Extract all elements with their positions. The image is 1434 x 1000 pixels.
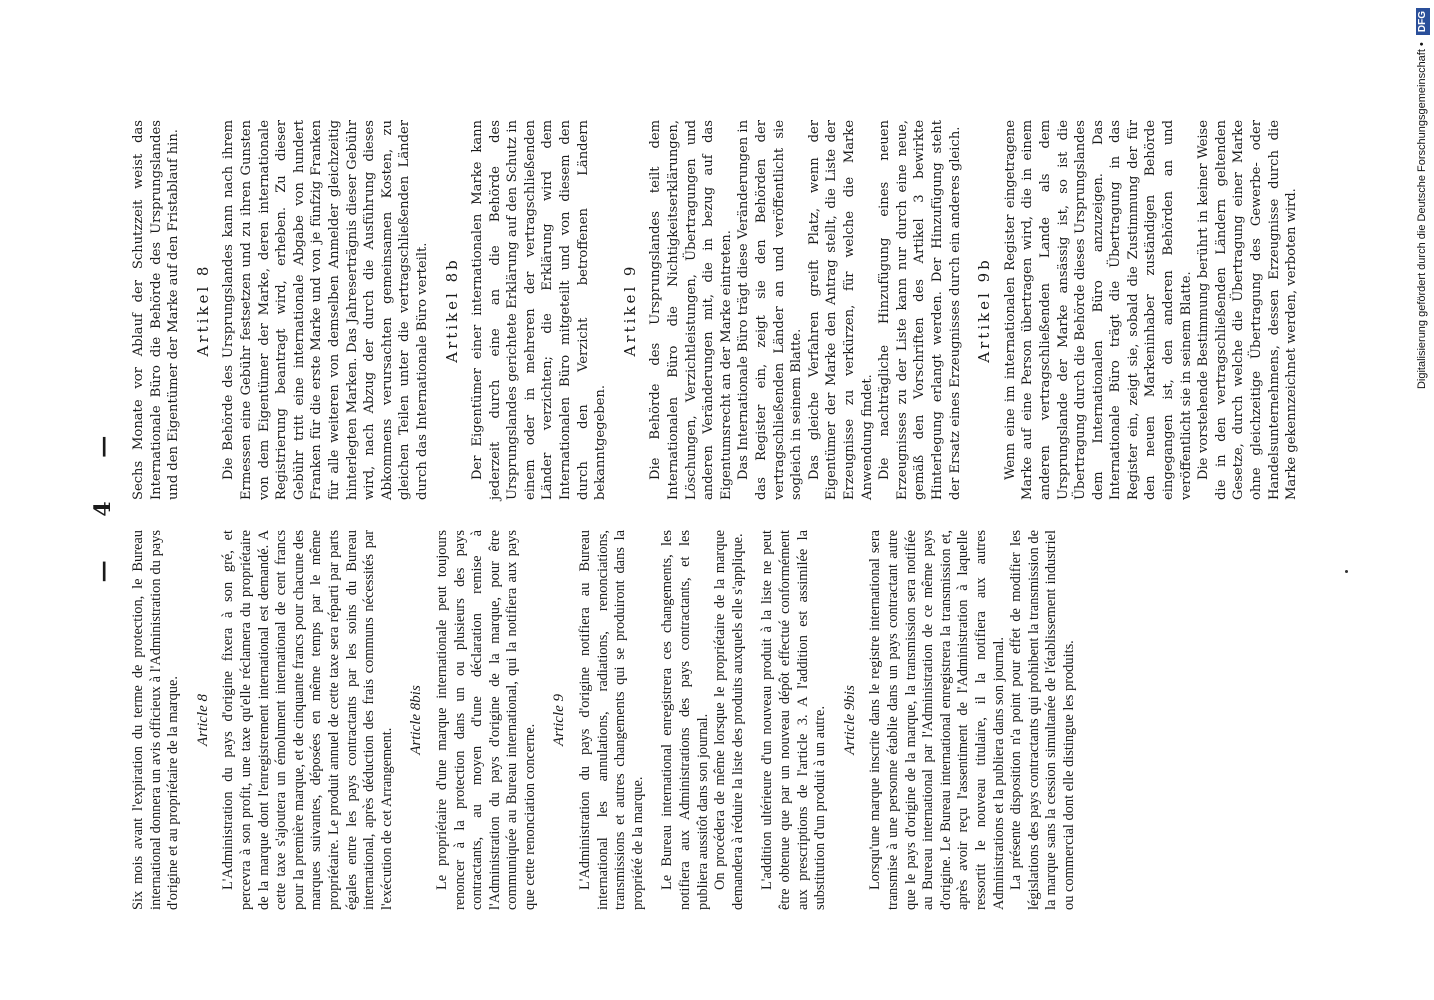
fr-article-8-paragraph: L'Administration du pays d'origine fixera à son gré, et percevra à son profit, une taxe qu'elle réclamera du propriétaire de la marque dont l'enregistrement international est demandé. A cette taxe s'ajoutera un émolument international de cent francs pour la première marque, et de cinquante francs pour chacune des marques suivantes, déposées en même temps par le même propriétaire. Le produit annuel de cette taxe sera réparti par parts égales entre les pays contractants par les soins du Bureau international, après déduction des frais communs nécessités par l'exécution de cet Arrangement. [220,530,395,910]
de-artikel-8b-heading: Artikel 8b [442,257,461,363]
fr-article-9bis-paragraph-1: Lorsqu'une marque inscrite dans le registre international sera transmise à une personne établie dans un pays contractant autre que le pays d'origine de la marque, la transmission sera notifiée au Bureau international par l'Administration de ce même pays d'origine. Le Bureau international enregistrera la transmission et, après avoir reçu l'assentiment de l'Administration à laquelle ressortit le nouveau titulaire, il la notifiera aux autres Administrations et la publiera dans son journal. [867,530,1007,910]
fr-article-8bis-paragraph: Le propriétaire d'une marque internationale peut toujours renoncer à la protection dans un ou plusieurs des pays contractants, au moyen d'une déclaration remise à l'Administration du pays d'origine de la marque, pour être communiquée au Bureau international, qui la notifiera aux pays que cette renonciation concerne. [433,530,538,910]
french-column [130,530,1260,910]
de-artikel-9-heading: Artikel 9 [620,263,639,357]
digitization-sidebar [1414,8,1430,992]
de-artikel-8b-paragraph: Der Eigentümer einer internationalen Marke kann jederzeit durch eine an die Behörde des Ursprungslandes gerichtete Erklärung auf den Schutz in einem oder in mehreren der vertragschließenden Länder verzichten; die Erklärung wird dem Internationalen Büro mitgeteilt und von diesem den durch den Verzicht betroffenen Ländern bekanntgegeben. [470,120,609,500]
fr-article-8-heading: Article 8 [194,693,211,747]
fr-article-9bis-heading: Article 9bis [841,685,858,755]
fr-article-9-paragraph-3: On procédera de même lorsque le propriétaire de la marque demandera à réduire la liste des produits auxquels elle s'applique. [712,530,746,910]
fr-article-9bis-paragraph-2: La présente disposition n'a point pour effet de modifier les législations des pays contractants qui prohibent la transmission de la marque sans la cession simultanée de l'établissement industriel ou commercial dont elle distingue les produits. [1008,530,1077,910]
fr-article-9-paragraph-2: Le Bureau international enregistrera ces changements, les notifiera aux Administrations des pays contractants, et les publiera aussitôt dans son journal. [659,530,711,910]
de-artikel-9-paragraph-4: Die nachträgliche Hinzufügung eines neuen Erzeugnisses zu der Liste kann nur durch eine neue, gemäß den Vorschriften des Artikel 3 bewirkte Hinterlegung erlangt werden. Der Hinzufügung steht der Ersatz eines Erzeugnisses durch ein anderes gleich. [877,120,963,500]
page-number: — 4 — [90,417,116,583]
de-artikel-9-paragraph-2: Das Internationale Büro trägt diese Veränderungen in das Register ein, zeigt sie den Behörden der vertragschließenden Länder an und veröffentlicht sie sogleich in seinem Blatte. [736,120,805,500]
de-artikel-8-paragraph: Die Behörde des Ursprungslandes kann nach ihrem Ermessen eine Gebühr festsetzen und zu ihren Gunsten von dem Eigentümer der Marke, deren internationale Registrierung beantragt wird, erheben. Zu dieser Gebühr tritt eine internationale Abgabe von hundert Franken für die erste Marke und von je fünfzig Franken für alle weiteren von demselben Anmelder gleichzeitig hinterlegten Marken. Das Jahreserträgnis dieser Gebühr wird, nach Abzug der durch die Ausführung dieses Abkommens verursachten gemeinsamen Kosten, zu gleichen Teilen unter die vertragschließenden Länder durch das Internationale Büro verteilt. [221,120,430,500]
de-artikel-9b-paragraph-2: Die vorstehende Bestimmung berührt in keiner Weise die in den vertragschließenden Ländern geltenden Gesetze, durch welche die Übertragung einer Marke ohne gleichzeitige Übertragung des Gewerbe- oder Handelsunternehmens, dessen Erzeugnisse durch die Marke gekennzeichnet werden, verboten wird. [1196,120,1300,500]
de-artikel-9-paragraph-3: Das gleiche Verfahren greift Platz, wenn der Eigentümer der Marke den Antrag stellt, die Liste der Erzeugnisse zu verkürzen, für welche die Marke Anwendung findet. [806,120,875,500]
de-intro-paragraph: Sechs Monate vor Ablauf der Schutzzeit weist das Internationale Büro die Behörde des Ursprungslandes und den Eigentümer der Marke auf den Fristablauf hin. [131,120,182,500]
fr-article-9-paragraph-4: L'addition ultérieure d'un nouveau produit à la liste ne peut être obtenue que par un nouveau dépôt effectué conformément aux prescriptions de l'article 3. A l'addition est assimilée la substitution d'un produit à un autre. [759,530,829,910]
de-artikel-9b-heading: Artikel 9b [975,257,994,363]
digitization-note: Digitalisierung gefördert durch die Deutsche Forschungsgemeinschaft • [1416,42,1428,390]
fr-article-9-paragraph-1: L'Administration du pays d'origine notifiera au Bureau international les annulations, radiations, renonciations, transmissions et autres changements qui se produiront dans la propriété de la marque. [577,530,646,910]
dfg-logo: DFG [1416,8,1430,35]
fr-intro-paragraph: Six mois avant l'expiration du terme de protection, le Bureau international donnera un avis officieux à l'Administration du pays d'origine et au propriétaire de la marque. [130,530,182,910]
german-column [130,120,1300,500]
de-artikel-9-paragraph-1: Die Behörde des Ursprungslandes teilt dem Internationalen Büro die Nichtigkeitserklärungen, Löschungen, Verzichtleistungen, Übertragungen und anderen Veränderungen mit, die in bezug auf das Eigentumsrecht an der Marke eintreten. [648,120,734,500]
ink-speck [1345,570,1348,573]
sidebar-text-line [1414,8,1430,992]
de-artikel-9b-paragraph-1: Wenn eine im internationalen Register eingetragene Marke auf eine Person übertragen wird, die in einem anderen vertragschließenden Lande als dem Ursprungslande der Marke ansässig ist, so ist die Übertragung durch die Behörde dieses Ursprungslandes dem Internationalen Büro anzuzeigen. Das Internationale Büro trägt die Übertragung in das Register ein, zeigt sie, sobald die Zustimmung der für den neuen Markeninhaber zuständigen Behörde eingegangen ist, den anderen Behörden an und veröffentlicht sie in seinem Blatte. [1002,120,1194,500]
de-artikel-8-heading: Artikel 8 [193,263,212,357]
fr-article-8bis-heading: Article 8bis [408,685,425,755]
rotated-content [90,90,1300,910]
fr-article-9-heading: Article 9 [551,693,568,747]
